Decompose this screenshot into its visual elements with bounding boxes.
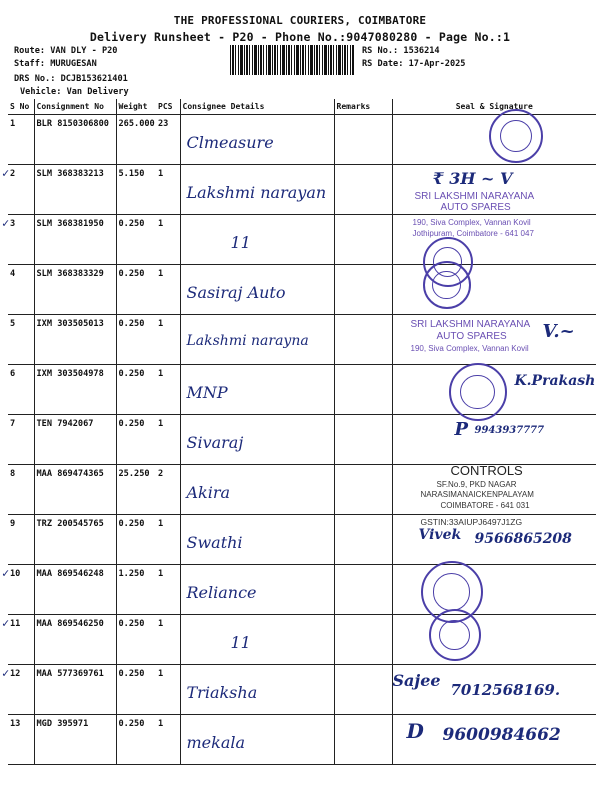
row-pcs: 23 [156, 115, 180, 165]
row-consignment-no: MAA 869546250 [34, 615, 116, 665]
col-pcs: PCS [156, 99, 180, 115]
table-row [8, 515, 596, 565]
company-title: THE PROFESSIONAL COURIERS, COIMBATORE [173, 14, 427, 27]
row-consignment-no: SLM 368381950 [34, 215, 116, 265]
signature-scribble: ₹ 3H ~ V [432, 169, 513, 188]
tick-mark: ✓ [2, 666, 10, 680]
col-weight: Weight [116, 99, 156, 115]
col-remarks: Remarks [334, 99, 392, 115]
row-weight: 0.250 [116, 615, 156, 665]
table-row [8, 465, 596, 515]
stamp-text: GSTIN:33AIUPJ6497J1ZG [420, 517, 523, 527]
consignee-handwriting: 11 [230, 233, 251, 252]
signature-scribble: D [406, 719, 424, 743]
table-row [8, 415, 596, 465]
table-row [8, 715, 596, 765]
table-row [8, 165, 596, 215]
table-row [8, 115, 596, 165]
row-pcs: 1 [156, 565, 180, 615]
consignee-handwriting: Clmeasure [186, 133, 274, 152]
stamp-text: SF.No.9, PKD NAGAR [436, 480, 517, 489]
row-pcs: 1 [156, 265, 180, 315]
consignee-handwriting: Akira [186, 483, 231, 502]
row-weight: 0.250 [116, 215, 156, 265]
tick-mark: ✓ [2, 216, 10, 230]
row-remarks [334, 165, 392, 215]
row-weight: 1.250 [116, 565, 156, 615]
signature-scribble: Vivek [418, 527, 462, 543]
row-sno: 6 [8, 365, 34, 415]
row-pcs: 2 [156, 465, 180, 515]
row-remarks [334, 215, 392, 265]
row-weight: 25.250 [116, 465, 156, 515]
consignee-handwriting: Reliance [186, 583, 257, 602]
row-remarks [334, 365, 392, 415]
row-sno: 3 [10, 219, 16, 229]
stamp-text: SRI LAKSHMI NARAYANA [414, 191, 535, 202]
stamp-text: AUTO SPARES [440, 202, 511, 213]
row-sno: 4 [8, 265, 34, 315]
row-consignment-no: SLM 368383213 [34, 165, 116, 215]
col-consignee: Consignee Details [180, 99, 334, 115]
row-consignment-no: MGD 395971 [34, 715, 116, 765]
row-remarks [334, 665, 392, 715]
row-weight: 0.250 [116, 515, 156, 565]
row-sno: 8 [8, 465, 34, 515]
stamp-text: AUTO SPARES [436, 331, 507, 342]
stamp-text: CONTROLS [450, 463, 523, 478]
table-row [8, 215, 596, 265]
row-weight: 0.250 [116, 315, 156, 365]
phone-handwriting: 9600984662 [442, 725, 561, 745]
table-row [8, 365, 596, 415]
row-sno: 11 [10, 619, 21, 629]
consignee-handwriting: Lakshmi narayna [186, 333, 309, 349]
row-pcs: 1 [156, 415, 180, 465]
stamp-text: 190, Siva Complex, Vannan Kovil [412, 218, 531, 227]
row-sno: 9 [8, 515, 34, 565]
tick-mark: ✓ [2, 566, 10, 580]
stamp-text: Jothipuram, Coimbatore - 641 047 [412, 229, 534, 238]
row-pcs: 1 [156, 165, 180, 215]
seal-stamp [423, 261, 471, 309]
consignee-handwriting: Lakshmi narayan [186, 183, 327, 202]
row-remarks [334, 515, 392, 565]
table-row [8, 315, 596, 365]
row-consignment-no: MAA 869546248 [34, 565, 116, 615]
row-consignment-no: TEN 7942067 [34, 415, 116, 465]
phone-handwriting: 7012568169. [450, 681, 561, 699]
row-consignment-no: MAA 869474365 [34, 465, 116, 515]
table-row [8, 615, 596, 665]
col-consignment: Consignment No [34, 99, 116, 115]
row-weight: 265.000 [116, 115, 156, 165]
rs-date: RS Date: 17-Apr-2025 [362, 59, 466, 69]
table-row [8, 265, 596, 315]
staff-label: Staff: MURUGESAN [14, 59, 97, 69]
row-sno: 2 [10, 169, 16, 179]
consignee-handwriting: Swathi [186, 533, 243, 552]
barcode [230, 45, 354, 75]
route-label: Route: VAN DLY - P20 [14, 46, 118, 56]
tick-mark: ✓ [2, 166, 10, 180]
row-consignment-no: TRZ 200545765 [34, 515, 116, 565]
consignee-handwriting: 11 [230, 633, 251, 652]
tick-mark: ✓ [2, 616, 10, 630]
col-sno: S No [8, 99, 34, 115]
seal-stamp [489, 109, 543, 163]
consignee-handwriting: Sivaraj [186, 433, 244, 452]
stamp-text: SRI LAKSHMI NARAYANA [410, 319, 531, 330]
row-weight: 0.250 [116, 665, 156, 715]
row-remarks [334, 465, 392, 515]
row-consignment-no: SLM 368383329 [34, 265, 116, 315]
row-pcs: 1 [156, 365, 180, 415]
row-remarks [334, 565, 392, 615]
row-sno: 13 [8, 715, 34, 765]
signature-scribble: P [454, 419, 469, 440]
row-consignment-no: MAA 577369761 [34, 665, 116, 715]
row-remarks [334, 615, 392, 665]
phone-handwriting: 9943937777 [474, 425, 545, 436]
row-weight: 0.250 [116, 265, 156, 315]
row-sno: 7 [8, 415, 34, 465]
seal-stamp [449, 363, 507, 421]
runsheet-table [2, 99, 596, 765]
row-remarks [334, 115, 392, 165]
row-sno: 12 [10, 669, 21, 679]
consignee-handwriting: Triaksha [186, 683, 258, 702]
drs-label: DRS No.: DCJB153621401 [14, 74, 128, 84]
consignee-handwriting: MNP [186, 383, 228, 402]
stamp-text: 190, Siva Complex, Vannan Kovil [410, 344, 529, 353]
table-row [8, 565, 596, 615]
signature-scribble: K.Prakash [514, 373, 596, 389]
signature-scribble: Sajee [392, 671, 441, 690]
col-seal: Seal & Signature [392, 99, 596, 115]
row-weight: 0.250 [116, 415, 156, 465]
row-remarks [334, 415, 392, 465]
row-pcs: 1 [156, 515, 180, 565]
row-pcs: 1 [156, 215, 180, 265]
stamp-text: COIMBATORE - 641 031 [440, 501, 530, 510]
row-sno: 5 [8, 315, 34, 365]
row-consignment-no: IXM 303505013 [34, 315, 116, 365]
row-sno: 1 [8, 115, 34, 165]
row-pcs: 1 [156, 665, 180, 715]
rs-number: RS No.: 1536214 [362, 46, 440, 56]
row-pcs: 1 [156, 715, 180, 765]
vehicle-label: Vehicle: Van Delivery [20, 87, 129, 97]
row-remarks [334, 265, 392, 315]
table-row [8, 665, 596, 715]
runsheet-title: Delivery Runsheet - P20 - Phone No.:9047080280 - Page No.:1 [89, 30, 511, 44]
row-weight: 0.250 [116, 715, 156, 765]
row-remarks [334, 715, 392, 765]
row-pcs: 1 [156, 615, 180, 665]
seal-stamp [429, 609, 481, 661]
consignee-handwriting: Sasiraj Auto [186, 283, 286, 302]
row-pcs: 1 [156, 315, 180, 365]
row-remarks [334, 315, 392, 365]
signature-scribble: V.~ [542, 321, 575, 342]
row-consignment-no: IXM 303504978 [34, 365, 116, 415]
row-consignment-no: BLR 8150306800 [34, 115, 116, 165]
stamp-text: NARASIMANAICKENPALAYAM [420, 490, 534, 499]
consignee-handwriting: mekala [186, 733, 246, 752]
phone-handwriting: 9566865208 [474, 531, 572, 547]
row-weight: 5.150 [116, 165, 156, 215]
row-weight: 0.250 [116, 365, 156, 415]
row-sno: 10 [10, 569, 21, 579]
